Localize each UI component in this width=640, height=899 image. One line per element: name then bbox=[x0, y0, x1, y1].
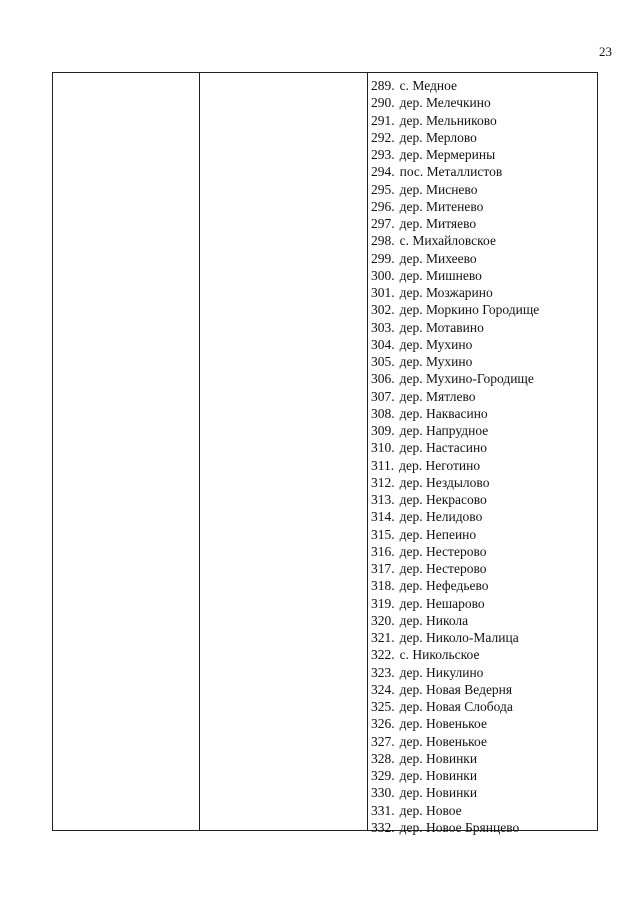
entry-number: 327. bbox=[371, 733, 395, 749]
list-item bbox=[371, 405, 539, 422]
settlement-name: дер. Никулино bbox=[399, 664, 484, 680]
list-item bbox=[371, 715, 539, 732]
entry-number: 313. bbox=[371, 492, 395, 507]
entry-number: 305. bbox=[371, 354, 395, 369]
entry-number: 298. bbox=[371, 233, 395, 249]
entry-number: 301. bbox=[371, 285, 395, 300]
entry-number: 307. bbox=[371, 388, 395, 404]
entry-number: 311. bbox=[371, 457, 395, 473]
list-item bbox=[371, 698, 539, 715]
settlement-name: дер. Мятлево bbox=[399, 388, 476, 404]
list-item bbox=[371, 215, 539, 232]
settlement-name: с. Медное bbox=[399, 78, 458, 93]
settlement-name: дер. Михеево bbox=[399, 250, 477, 266]
list-item bbox=[371, 491, 539, 508]
settlement-name: дер. Настасино bbox=[399, 440, 487, 456]
list-item bbox=[371, 388, 539, 405]
settlement-name: дер. Миснево bbox=[399, 181, 478, 197]
entry-number: 289. bbox=[371, 78, 395, 93]
settlement-name: дер. Нездылово bbox=[399, 474, 490, 490]
settlement-name: дер. Нефедьево bbox=[399, 578, 489, 594]
list-item bbox=[371, 422, 539, 439]
entry-number: 321. bbox=[371, 630, 395, 645]
list-item bbox=[371, 474, 539, 491]
settlement-name: дер. Новинки bbox=[399, 750, 478, 766]
list-item bbox=[371, 353, 539, 370]
entry-number: 294. bbox=[371, 164, 395, 180]
list-item bbox=[371, 267, 539, 284]
page-number: 23 bbox=[599, 44, 612, 59]
list-item bbox=[371, 664, 539, 681]
settlement-name: дер. Новинки bbox=[399, 785, 478, 801]
settlement-name: дер. Никола bbox=[399, 612, 469, 628]
list-item bbox=[371, 784, 539, 801]
settlement-name: дер. Новое bbox=[399, 802, 462, 818]
list-item bbox=[371, 612, 539, 629]
settlement-name: с. Михайловское bbox=[399, 233, 496, 249]
entry-number: 320. bbox=[371, 612, 395, 628]
list-item bbox=[371, 543, 539, 560]
settlement-name: дер. Неготино bbox=[399, 457, 481, 473]
settlements-table bbox=[52, 72, 598, 835]
list-item bbox=[371, 439, 539, 456]
settlement-name: дер. Наквасино bbox=[399, 405, 488, 421]
entry-number: 292. bbox=[371, 129, 395, 145]
list-item bbox=[371, 577, 539, 594]
settlement-name: дер. Нестерово bbox=[399, 543, 487, 559]
entry-number: 295. bbox=[371, 181, 395, 197]
list-item bbox=[371, 526, 539, 543]
list-item bbox=[371, 370, 539, 387]
list-item bbox=[371, 819, 539, 836]
entry-number: 302. bbox=[371, 302, 395, 318]
list-item bbox=[371, 163, 539, 180]
list-item bbox=[371, 336, 539, 353]
list-item bbox=[371, 750, 539, 767]
settlement-name: дер. Нелидово bbox=[399, 509, 483, 525]
list-item bbox=[371, 457, 539, 474]
entry-number: 303. bbox=[371, 319, 395, 335]
entry-number: 318. bbox=[371, 578, 395, 594]
settlement-name: с. Никольское bbox=[399, 647, 480, 663]
settlement-name: дер. Мишнево bbox=[399, 267, 482, 283]
settlement-name: дер. Митенево bbox=[399, 198, 484, 214]
entry-number: 300. bbox=[371, 267, 395, 283]
list-item bbox=[371, 733, 539, 750]
settlement-name: дер. Новенькое bbox=[399, 733, 487, 749]
list-item bbox=[371, 129, 539, 146]
entry-number: 330. bbox=[371, 785, 395, 801]
list-item bbox=[371, 284, 539, 301]
list-item bbox=[371, 802, 539, 819]
list-item bbox=[371, 767, 539, 784]
entry-number: 297. bbox=[371, 216, 395, 231]
entry-number: 312. bbox=[371, 474, 395, 490]
list-item bbox=[371, 232, 539, 249]
entry-number: 326. bbox=[371, 716, 395, 732]
list-item bbox=[371, 198, 539, 215]
settlement-name: пос. Металлистов bbox=[399, 164, 503, 180]
list-item bbox=[371, 181, 539, 198]
entry-number: 309. bbox=[371, 423, 395, 438]
settlement-name: дер. Нестерово bbox=[399, 561, 487, 576]
list-item bbox=[371, 319, 539, 336]
entry-number: 316. bbox=[371, 543, 395, 559]
entry-number: 296. bbox=[371, 198, 395, 214]
list-item bbox=[371, 77, 539, 94]
entry-number: 331. bbox=[371, 802, 395, 818]
entry-number: 293. bbox=[371, 147, 395, 162]
settlement-name: дер. Мермерины bbox=[399, 147, 496, 162]
settlement-name: дер. Моркино Городище bbox=[399, 302, 540, 318]
entry-number: 308. bbox=[371, 405, 395, 421]
settlement-name: дер. Новинки bbox=[399, 768, 478, 783]
settlement-name: дер. Мельниково bbox=[399, 112, 497, 128]
entry-number: 324. bbox=[371, 681, 395, 697]
list-item bbox=[371, 301, 539, 318]
settlement-name: дер. Непеино bbox=[399, 526, 477, 542]
entry-number: 310. bbox=[371, 440, 395, 456]
entry-number: 291. bbox=[371, 112, 395, 128]
settlement-name: дер. Некрасово bbox=[399, 492, 487, 507]
settlement-name: дер. Мерлово bbox=[399, 129, 477, 145]
list-item bbox=[371, 560, 539, 577]
list-item bbox=[371, 250, 539, 267]
settlement-name: дер. Нешарово bbox=[399, 595, 485, 611]
entry-number: 299. bbox=[371, 250, 395, 266]
entry-number: 319. bbox=[371, 595, 395, 611]
entry-number: 328. bbox=[371, 750, 395, 766]
settlement-name: дер. Мозжарино bbox=[399, 285, 493, 300]
settlement-name: дер. Новая Слобода bbox=[399, 699, 513, 714]
column-divider-1 bbox=[199, 73, 200, 830]
settlement-name: дер. Мухино bbox=[399, 336, 473, 352]
list-item bbox=[371, 629, 539, 646]
settlement-list bbox=[371, 77, 539, 836]
settlement-name: дер. Мухино bbox=[399, 354, 473, 369]
entry-number: 314. bbox=[371, 509, 395, 525]
list-item bbox=[371, 508, 539, 525]
entry-number: 323. bbox=[371, 664, 395, 680]
list-item bbox=[371, 94, 539, 111]
entry-number: 290. bbox=[371, 95, 395, 111]
entry-number: 332. bbox=[371, 819, 395, 835]
list-item bbox=[371, 646, 539, 663]
settlement-name: дер. Новое Брянцево bbox=[399, 819, 520, 835]
entry-number: 322. bbox=[371, 647, 395, 663]
settlement-name: дер. Мухино-Городище bbox=[399, 371, 534, 387]
settlement-name: дер. Новенькое bbox=[399, 716, 487, 732]
list-item bbox=[371, 595, 539, 612]
entry-number: 325. bbox=[371, 699, 395, 714]
settlement-name: дер. Митяево bbox=[399, 216, 477, 231]
settlement-name: дер. Напрудное bbox=[399, 423, 489, 438]
entry-number: 315. bbox=[371, 526, 395, 542]
list-item bbox=[371, 112, 539, 129]
list-item bbox=[371, 681, 539, 698]
entry-number: 304. bbox=[371, 336, 395, 352]
settlement-name: дер. Мотавино bbox=[399, 319, 484, 335]
settlement-name: дер. Новая Ведерня bbox=[399, 681, 513, 697]
list-item bbox=[371, 146, 539, 163]
entry-number: 317. bbox=[371, 561, 395, 576]
settlement-name: дер. Мелечкино bbox=[399, 95, 491, 111]
entry-number: 306. bbox=[371, 371, 395, 387]
settlement-name: дер. Николо-Малица bbox=[399, 630, 519, 645]
column-divider-2 bbox=[367, 73, 368, 830]
entry-number: 329. bbox=[371, 768, 395, 783]
